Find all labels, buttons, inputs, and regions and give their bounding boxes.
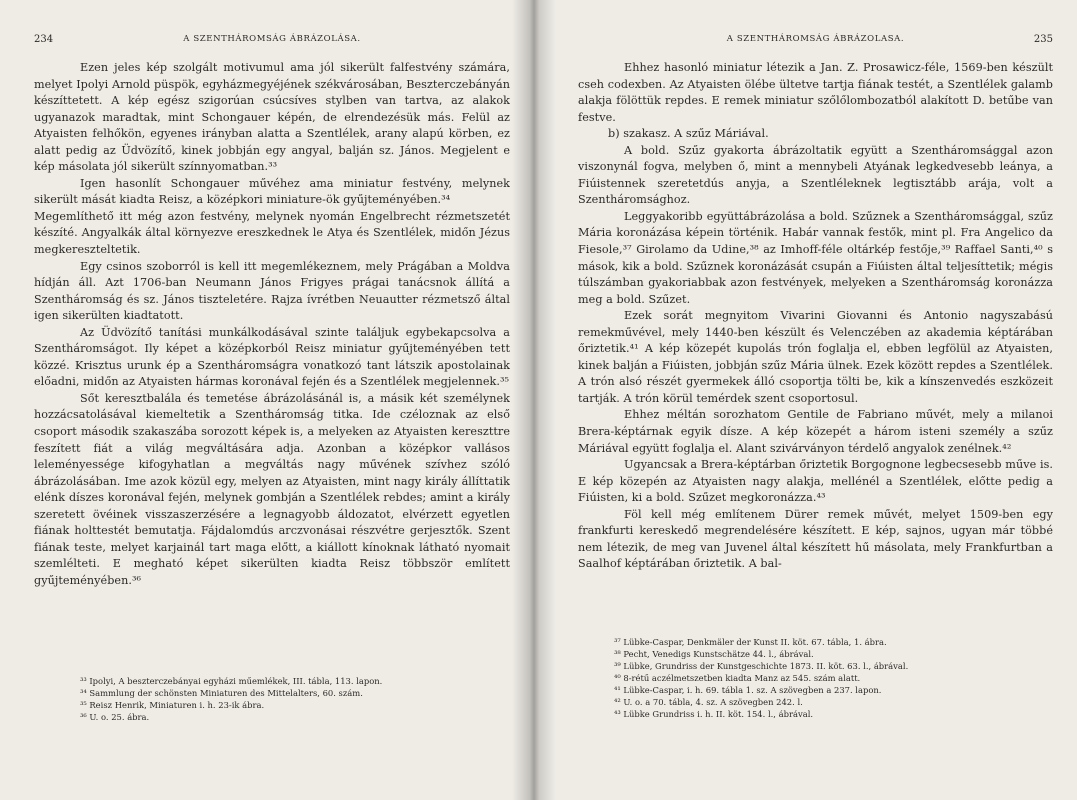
footnote: ⁴⁰ 8-rétű aczélmetszetben kiadta Manz az 545. szám alatt. <box>614 673 861 683</box>
footnotes <box>80 675 500 723</box>
paragraph: A bold. Szűz gyakorta ábrázoltatik együtt a Szentháromsággal azon viszonynál fogva, melyben ő, mint a mennybeli Atyának legkedvesebb leánya, a Fiúistennek szeretetdús anyja, a Szentléleknek legtisztább arája, volt a Szentháromsághoz. <box>578 143 1053 207</box>
footnotes <box>614 636 1034 720</box>
paragraph: Leggyakoribb együttábrázolása a bold. Szűznek a Szentháromsággal, szűz Mária koronázása képein történik. Habár vannak festők, mint pl. Fra Angelico da Fiesole,³⁷ Girolamo da Udine,³⁸ az Imhoff-féle oltárkép festője,³⁹ Raffael Santi,⁴⁰ s mások, kik a bold. Szűznek koronázását csupán a Fiúisten által teljesíttetik; mégis túlszámban gyakoriabbak azon festvények, melyeken a Szentháromság koronázza meg a bold. Szűzet. <box>578 209 1053 306</box>
paragraph: Megemlíthető itt még azon festvény, melynek nyomán Engelbrecht rézmetszetét készíté. Angyalkák által környezve ereszkednek le Atya és Szentlélek, midőn Jézus megkereszteltetik. <box>34 209 510 257</box>
footnote: ⁴³ Lübke Grundriss i. h. II. köt. 154. l., ábrával. <box>614 709 814 719</box>
body-text <box>34 60 510 590</box>
footnote: ³⁸ Pecht, Venedigs Kunstschätze 44. l., ábrával. <box>614 649 814 659</box>
paragraph: Egy csinos szoborról is kell itt megemlékeznem, mely Prágában a Moldva hídján áll. Azt 1706-ban Neumann János Frigyes prágai tanácsnok állítá a Szentháromság és sz. János tiszteletére. Rajza ívrétben Neuautter rézmetsző által igen sikerülten kiadtatott. <box>34 259 510 323</box>
footnote: ³⁶ U. o. 25. ábra. <box>80 712 150 722</box>
page-number: 235 <box>1033 34 1053 45</box>
paragraph: Ugyancsak a Brera-képtárban őriztetik Borgognone legbecsesebb műve is. E kép közepén az Atyaisten nagy alakja, mellénél a Szentlélek, előtte pedig a Fiúisten, ki a bold. Szűzet megkoronázza.⁴³ <box>578 458 1053 505</box>
paragraph: Föl kell még említenem Dürer remek művét, melyet 1509-ben egy frankfurti kereskedő megrendelésére készített. E kép, sajnos, ugyan már többé nem létezik, de meg van Juvenel által készített hű másolata, mely Frankfurtban a Saalhof képtárában őriztetik. A bal- <box>578 507 1053 571</box>
footnote: ⁴¹ Lübke-Caspar, i. h. 69. tábla 1. sz. A szövegben a 237. lapon. <box>614 685 882 695</box>
paragraph: Ezen jeles kép szolgált motivumul ama jól sikerült falfestvény számára, melyet Ipolyi Arnold püspök, egyházmegyéjének székvárosában, Beszterczebányán készíttetett. A kép egész szigorúan csúcsíves stylben van tartva, az alakok ugyanazok maradtak, mint Schongauer képén, de elrendezésük más. Felül az Atyaisten felhőkön, egyenes irányban alatta a Szentlélek, arany alapú körben, ez alatt pedig az Üdvözítő, kinek jobbján egy angyal, balján sz. János. Megjelent e kép másolata jól sikerült színnyomatban.³³ <box>34 61 510 174</box>
footnote: ³⁹ Lübke, Grundriss der Kunstgeschichte 1873. II. köt. 63. l., ábrával. <box>614 661 909 671</box>
running-head <box>578 34 1053 50</box>
paragraph: Ehhez hasonló miniatur létezik a Jan. Z. Prosawicz-féle, 1569-ben készült cseh codexben. Az Atyaisten ölébe ültetve tartja fiának testét, a Szentlélek galamb alakja fölöttük repdes. E remek miniatur szőlőlombozatból alakított D. betűbe van festve. <box>578 61 1053 124</box>
footnote: ³⁷ Lübke-Caspar, Denkmäler der Kunst II. köt. 67. tábla, 1. ábra. <box>614 637 887 647</box>
paragraph: Ehhez méltán sorozhatom Gentile de Fabriano művét, mely a milanoi Brera-képtárnak egyik dísze. A kép közepét a három isteni személy a szűz Máriával együtt foglalja el. Alant szivárványon térdelő angyalok zenélnek.⁴² <box>578 408 1053 455</box>
running-head <box>34 34 510 50</box>
right-page <box>532 0 1077 800</box>
paragraph: Igen hasonlít Schongauer művéhez ama miniatur festvény, melynek sikerült mását kiadta Reisz, a középkori miniature-ök gyűjteményében.³⁴ <box>34 176 510 207</box>
paragraph: Ezek sorát megnyitom Vivarini Giovanni és Antonio nagyszabású remekművével, mely 1440-ben készült és Velenczében az akademia képtárában őriztetik.⁴¹ A kép közepét kupolás trón foglalja el, ebben legfölül az Atyaisten, kinek balján a Fiúisten, jobbján szűz Mária ülnek. Ezek között repdes a Szentlélek. A trón alsó részét gyermekek álló csoportja tölti be, kik a kínszenvedés eszközeit tartják. A trón körül temérdek szent csoportosul. <box>578 309 1053 405</box>
section-heading: b) szakasz. A szűz Máriával. <box>608 127 769 141</box>
paragraph: Sőt keresztbalála és temetése ábrázolásánál is, a másik két személynek hozzácsatolásával kiemeltetik a Szentháromság titka. Ide czéloznak az első csoport második szakaszába sorozott képek is, a melyeken az Atyaisten kereszttre feszített fiát a világ megváltására adja. Azonban a középkor vallásos leleményessége kifogyhatlan a megváltás nagy művének szívhez szóló ábrázolásában. Ime azok közül egy, melyen az Atyaisten, mint nagy király állíttatik elénk díszes koronával fején, melynek gombján a Szentlélek rebdes; amint a király szeretett övéinek visszaszerzésére a legnagyobb áldozatot, elvérzett egyetlen fiának holttestét bemutatja. Fájdalomdús arczvonásai részvétre gerjesztők. Szent fiának teste, melyet karjainál tart maga előtt, a kiállott kínoknak látható nyomait szemlélteti. E megható képet sikerülten kiadta Reisz többször említett gyűjteményében.³⁶ <box>34 391 510 587</box>
footnote: ⁴² U. o. a 70. tábla, 4. sz. A szövegben 242. l. <box>614 697 803 707</box>
left-page <box>0 0 532 800</box>
running-head-title: A SZENTHÁROMSÁG ÁBRÁZOLASA. <box>726 34 905 44</box>
footnote: ³³ Ipolyi, A beszterczebányai egyházi műemlékek, III. tábla, 113. lapon. <box>80 676 383 686</box>
footnote: ³⁴ Sammlung der schönsten Miniaturen des Mittelalters, 60. szám. <box>80 688 363 698</box>
footnote: ³⁵ Reisz Henrik, Miniaturen i. h. 23-ik ábra. <box>80 700 265 710</box>
running-head-title: A SZENTHÁROMSÁG ÁBRÁZOLÁSA. <box>183 34 361 44</box>
paragraph: Az Üdvözítő tanítási munkálkodásával szinte találjuk egybekapcsolva a Szentháromságot. Ily képet a középkorból Reisz miniatur gyűjteményében tett közzé. Krisztus urunk ép a Szentháromságra vonatkozó tant látszik apostolainak előadni, midőn az Atyaisten hármas koronával fején és a Szentlélek megjelennek.³⁵ <box>34 325 510 389</box>
body-text <box>578 60 1053 573</box>
page-number: 234 <box>34 34 54 45</box>
